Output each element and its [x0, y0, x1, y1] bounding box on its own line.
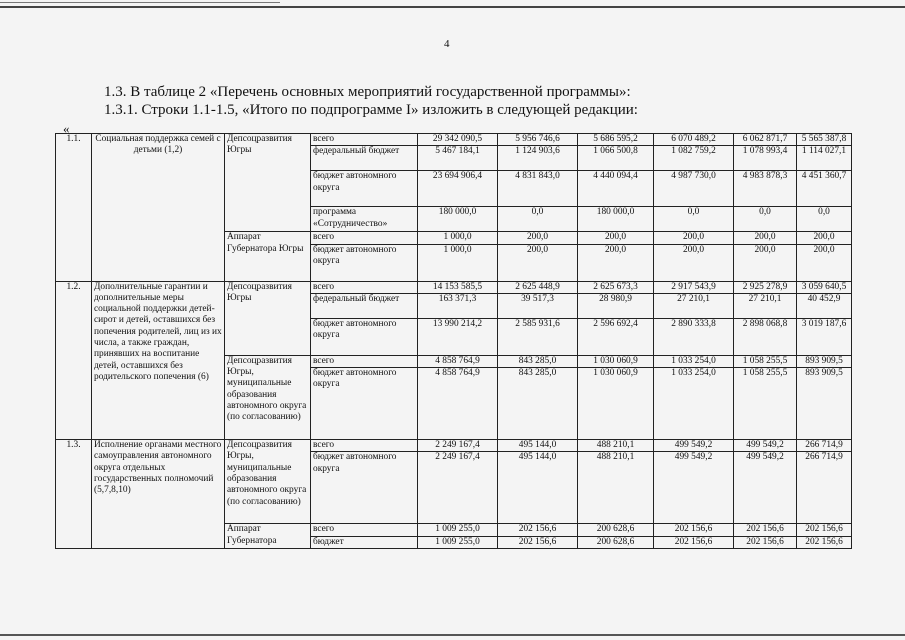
- funding-source: всего: [311, 440, 418, 452]
- value-cell: 499 549,2: [654, 440, 734, 452]
- funding-source: бюджет автономного округа: [311, 318, 418, 355]
- value-cell: 2 249 167,4: [418, 440, 498, 452]
- value-cell: 4 858 764,9: [418, 355, 498, 367]
- section-heading: 1.3. В таблице 2 «Перечень основных мероприятий государственной программы»:: [104, 84, 631, 100]
- value-cell: 843 285,0: [498, 355, 578, 367]
- value-cell: 4 831 843,0: [498, 171, 578, 207]
- funding-source: бюджет автономного округа: [311, 171, 418, 207]
- value-cell: 3 019 187,6: [797, 318, 852, 355]
- measure-name: Социальная поддержка семей с детьми (1,2): [92, 134, 225, 282]
- value-cell: 200,0: [498, 244, 578, 281]
- value-cell: 4 858 764,9: [418, 368, 498, 440]
- value-cell: 200,0: [734, 232, 797, 244]
- row-number: 1.3.: [56, 440, 92, 549]
- value-cell: 200 628,6: [578, 536, 654, 548]
- value-cell: 200,0: [654, 232, 734, 244]
- value-cell: 0,0: [734, 207, 797, 232]
- value-cell: 202 156,6: [797, 524, 852, 536]
- value-cell: 28 980,9: [578, 293, 654, 318]
- value-cell: 202 156,6: [734, 524, 797, 536]
- subsection-heading: 1.3.1. Строки 1.1-1.5, «Итого по подпрограмме I» изложить в следующей редакции:: [104, 102, 638, 118]
- measure-name: Исполнение органами местного самоуправления автономного округа отдельных государственных полномочий (5,7,8,10): [92, 440, 225, 549]
- value-cell: 1 058 255,5: [734, 355, 797, 367]
- value-cell: 1 058 255,5: [734, 368, 797, 440]
- funding-source: программа «Сотрудничество»: [311, 207, 418, 232]
- funding-source: всего: [311, 281, 418, 293]
- value-cell: 488 210,1: [578, 440, 654, 452]
- value-cell: 2 898 068,8: [734, 318, 797, 355]
- value-cell: 27 210,1: [654, 293, 734, 318]
- value-cell: 202 156,6: [654, 536, 734, 548]
- value-cell: 1 000,0: [418, 244, 498, 281]
- executor: Депсоцразвития Югры: [225, 134, 311, 232]
- funding-source: всего: [311, 524, 418, 536]
- value-cell: 495 144,0: [498, 440, 578, 452]
- value-cell: 2 925 278,9: [734, 281, 797, 293]
- executor: Депсоцразвития Югры, муниципальные образования автономного округа (по согласованию): [225, 440, 311, 524]
- value-cell: 495 144,0: [498, 452, 578, 524]
- value-cell: 180 000,0: [578, 207, 654, 232]
- value-cell: 200,0: [797, 244, 852, 281]
- value-cell: 2 596 692,4: [578, 318, 654, 355]
- funding-source: бюджет автономного округа: [311, 368, 418, 440]
- row-number: 1.2.: [56, 281, 92, 440]
- value-cell: 202 156,6: [654, 524, 734, 536]
- value-cell: 202 156,6: [734, 536, 797, 548]
- value-cell: 202 156,6: [797, 536, 852, 548]
- funding-source: всего: [311, 134, 418, 146]
- value-cell: 2 625 448,9: [498, 281, 578, 293]
- value-cell: 4 451 360,7: [797, 171, 852, 207]
- table-row: [56, 440, 852, 452]
- value-cell: 5 686 595,2: [578, 134, 654, 146]
- value-cell: 200,0: [578, 244, 654, 281]
- funding-source: бюджет автономного округа: [311, 452, 418, 524]
- value-cell: 202 156,6: [498, 536, 578, 548]
- table-row: [56, 134, 852, 146]
- value-cell: 4 987 730,0: [654, 171, 734, 207]
- value-cell: 200,0: [654, 244, 734, 281]
- value-cell: 499 549,2: [734, 452, 797, 524]
- value-cell: 200,0: [498, 232, 578, 244]
- value-cell: 200,0: [734, 244, 797, 281]
- value-cell: 1 124 903,6: [498, 146, 578, 171]
- scan-edge-line: [0, 6, 905, 8]
- value-cell: 27 210,1: [734, 293, 797, 318]
- value-cell: 1 030 060,9: [578, 368, 654, 440]
- value-cell: 2 917 543,9: [654, 281, 734, 293]
- page-number: 4: [444, 38, 450, 50]
- value-cell: 1 030 060,9: [578, 355, 654, 367]
- value-cell: 6 070 489,2: [654, 134, 734, 146]
- value-cell: 1 114 027,1: [797, 146, 852, 171]
- table-row: [56, 281, 852, 293]
- value-cell: 3 059 640,5: [797, 281, 852, 293]
- value-cell: 202 156,6: [498, 524, 578, 536]
- value-cell: 266 714,9: [797, 440, 852, 452]
- executor: Депсоцразвития Югры: [225, 281, 311, 355]
- opening-quote: «: [63, 121, 70, 136]
- value-cell: 893 909,5: [797, 368, 852, 440]
- value-cell: 200,0: [797, 232, 852, 244]
- value-cell: 1 033 254,0: [654, 368, 734, 440]
- value-cell: 5 467 184,1: [418, 146, 498, 171]
- value-cell: 6 062 871,7: [734, 134, 797, 146]
- value-cell: 39 517,3: [498, 293, 578, 318]
- value-cell: 843 285,0: [498, 368, 578, 440]
- value-cell: 200 628,6: [578, 524, 654, 536]
- value-cell: 2 249 167,4: [418, 452, 498, 524]
- executor: Аппарат Губернатора: [225, 524, 311, 549]
- value-cell: 488 210,1: [578, 452, 654, 524]
- value-cell: 499 549,2: [734, 440, 797, 452]
- value-cell: 0,0: [797, 207, 852, 232]
- row-number: 1.1.: [56, 134, 92, 282]
- value-cell: 200,0: [578, 232, 654, 244]
- value-cell: 4 440 094,4: [578, 171, 654, 207]
- value-cell: 1 082 759,2: [654, 146, 734, 171]
- measures-table: [55, 133, 852, 549]
- value-cell: 23 694 906,4: [418, 171, 498, 207]
- funding-source: федеральный бюджет: [311, 293, 418, 318]
- value-cell: 1 033 254,0: [654, 355, 734, 367]
- measure-name: Дополнительные гарантии и дополнительные меры социальной поддержки детей-сирот и детей, оставшихся без попечения родителей, лиц из их числа, а также граждан, принявших на воспитание детей, оставшихся без родительского попечения (6): [92, 281, 225, 440]
- value-cell: 0,0: [498, 207, 578, 232]
- executor: Аппарат Губернатора Югры: [225, 232, 311, 281]
- value-cell: 1 009 255,0: [418, 524, 498, 536]
- funding-source: всего: [311, 232, 418, 244]
- value-cell: 5 956 746,6: [498, 134, 578, 146]
- value-cell: 2 625 673,3: [578, 281, 654, 293]
- value-cell: 4 983 878,3: [734, 171, 797, 207]
- value-cell: 2 585 931,6: [498, 318, 578, 355]
- value-cell: 0,0: [654, 207, 734, 232]
- value-cell: 180 000,0: [418, 207, 498, 232]
- value-cell: 2 890 333,8: [654, 318, 734, 355]
- value-cell: 1 009 255,0: [418, 536, 498, 548]
- value-cell: 163 371,3: [418, 293, 498, 318]
- scan-edge-line: [0, 634, 905, 636]
- funding-source: федеральный бюджет: [311, 146, 418, 171]
- funding-source: бюджет: [311, 536, 418, 548]
- value-cell: 1 078 993,4: [734, 146, 797, 171]
- value-cell: 29 342 090,5: [418, 134, 498, 146]
- value-cell: 266 714,9: [797, 452, 852, 524]
- value-cell: 5 565 387,8: [797, 134, 852, 146]
- funding-source: бюджет автономного округа: [311, 244, 418, 281]
- value-cell: 14 153 585,5: [418, 281, 498, 293]
- value-cell: 893 909,5: [797, 355, 852, 367]
- value-cell: 499 549,2: [654, 452, 734, 524]
- value-cell: 13 990 214,2: [418, 318, 498, 355]
- value-cell: 40 452,9: [797, 293, 852, 318]
- value-cell: 1 000,0: [418, 232, 498, 244]
- scan-edge-line: [0, 2, 280, 3]
- funding-source: всего: [311, 355, 418, 367]
- executor: Депсоцразвития Югры, муниципальные образования автономного округа (по согласованию): [225, 355, 311, 439]
- value-cell: 1 066 500,8: [578, 146, 654, 171]
